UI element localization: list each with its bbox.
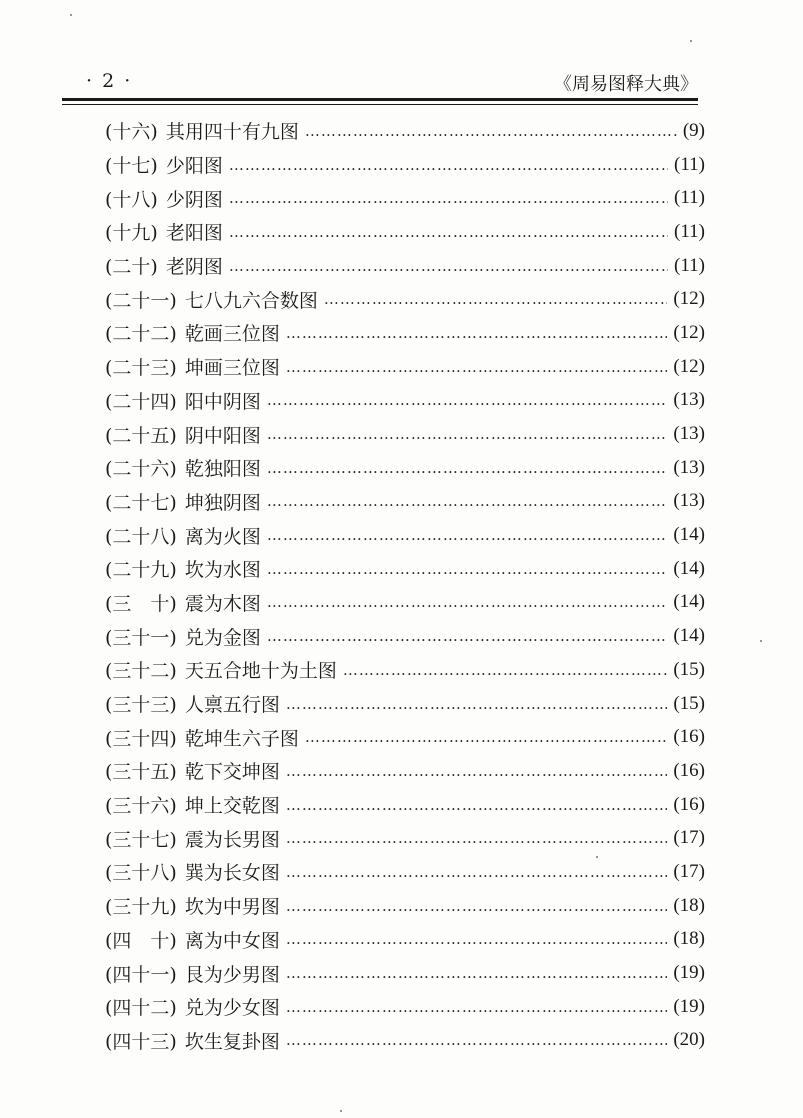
toc-entry-page: (19) (673, 995, 705, 1017)
toc-entry-page: (9) (682, 119, 705, 141)
toc-entry-number: (三十一) (105, 626, 177, 649)
toc-entry[interactable] (105, 249, 705, 283)
toc-entry-page: (12) (673, 355, 705, 377)
toc-entry-title: 坎生复卦图 (184, 1030, 280, 1053)
toc-entry[interactable] (105, 552, 705, 586)
toc-entry-page: (16) (673, 726, 705, 748)
toc-entry-title: 少阴图 (165, 188, 223, 211)
toc-entry[interactable] (105, 316, 705, 350)
dot-leader (267, 459, 668, 477)
toc-entry-page: (18) (673, 928, 705, 950)
toc-entry-page: (19) (673, 962, 705, 984)
toc-entry[interactable] (105, 384, 705, 418)
toc-entry-number: (三十九) (105, 896, 177, 919)
toc-entry-title: 老阴图 (165, 256, 223, 279)
toc-entry-number: (三十八) (105, 862, 177, 885)
dot-leader (267, 492, 668, 510)
toc-entry-page: (13) (673, 423, 705, 445)
dot-leader (267, 425, 668, 443)
dot-leader (324, 290, 668, 308)
toc-entry[interactable] (105, 451, 705, 485)
toc-entry-title: 离为中女图 (184, 929, 280, 952)
toc-entry-page: (11) (674, 254, 705, 276)
toc-entry[interactable] (105, 788, 705, 822)
toc-entry-title: 坤上交乾图 (184, 795, 280, 818)
toc-entry-page: (12) (673, 321, 705, 343)
toc-entry-page: (11) (674, 153, 705, 175)
toc-entry-number: (四十二) (105, 997, 177, 1020)
toc-entry-page: (14) (673, 591, 705, 613)
toc-entry-title: 其用四十有九图 (165, 121, 299, 144)
toc-entry-number: (三十七) (105, 828, 177, 851)
toc-entry-number: (二十八) (105, 525, 177, 548)
toc-entry-title: 人禀五行图 (184, 694, 280, 717)
toc-entry[interactable] (105, 754, 705, 788)
toc-entry-number: (三十三) (105, 694, 177, 717)
toc-entry-page: (13) (673, 389, 705, 411)
dot-leader (286, 796, 668, 814)
toc-entry-title: 震为长男图 (184, 828, 280, 851)
toc-entry-title: 坎为水图 (184, 559, 261, 582)
dot-leader (286, 930, 668, 948)
toc-entry-number: (二十九) (105, 559, 177, 582)
toc-entry-number: (二十四) (105, 390, 177, 413)
toc-entry-title: 乾画三位图 (184, 323, 280, 346)
toc-entry-number: (二十) (105, 256, 158, 279)
toc-entry-page: (20) (673, 1029, 705, 1051)
toc-entry-number: (四十一) (105, 963, 177, 986)
toc-entry-number: (二十七) (105, 491, 177, 514)
toc-entry-title: 老阳图 (165, 222, 223, 245)
dot-leader (286, 998, 668, 1016)
toc-entry[interactable] (105, 990, 705, 1024)
toc-entry-title: 兑为金图 (184, 626, 261, 649)
toc-entry-number: (十九) (105, 222, 158, 245)
dot-leader (229, 156, 668, 174)
toc-entry[interactable] (105, 889, 705, 923)
toc-entry-number: (十八) (105, 188, 158, 211)
page-header (62, 66, 698, 96)
toc-entry[interactable] (105, 619, 705, 653)
toc-entry-title: 巽为长女图 (184, 862, 280, 885)
toc-entry-number: (四十三) (105, 1030, 177, 1053)
toc-entry-number: (三十四) (105, 727, 177, 750)
toc-entry[interactable] (105, 350, 705, 384)
dot-leader (229, 189, 668, 207)
toc-entry-page: (14) (673, 524, 705, 546)
dot-leader (286, 964, 668, 982)
toc-entry-page: (13) (673, 456, 705, 478)
dot-leader (286, 324, 668, 342)
toc-entry[interactable] (105, 821, 705, 855)
toc-entry-page: (11) (674, 220, 705, 242)
toc-entry-title: 七八九六合数图 (184, 289, 318, 312)
toc-entry[interactable] (105, 518, 705, 552)
toc-entry-page: (18) (673, 894, 705, 916)
toc-entry-title: 少阳图 (165, 155, 223, 178)
toc-entry-number: (二十六) (105, 458, 177, 481)
toc-entry-number: (二十三) (105, 357, 177, 380)
dot-leader (286, 358, 668, 376)
paper-speck (70, 14, 72, 16)
toc-entry-title: 坤画三位图 (184, 357, 280, 380)
dot-leader (343, 661, 668, 679)
toc-entry[interactable] (105, 148, 705, 182)
dot-leader (286, 829, 668, 847)
toc-entry-number: (三十二) (105, 660, 177, 683)
page-number: · 2 · (86, 70, 133, 92)
paper-speck (760, 640, 762, 642)
toc-entry-number: (十七) (105, 155, 158, 178)
toc-entry-number: (四 十) (105, 929, 177, 952)
toc-entry[interactable] (105, 923, 705, 957)
toc-entry-number: (二十五) (105, 424, 177, 447)
toc-entry[interactable] (105, 653, 705, 687)
toc-entry-title: 阳中阴图 (184, 390, 261, 413)
toc-entry[interactable] (105, 720, 705, 754)
dot-leader (286, 897, 668, 915)
toc-entry[interactable] (105, 485, 705, 519)
toc-entry-page: (15) (673, 692, 705, 714)
toc-entry-title: 坤独阴图 (184, 491, 261, 514)
toc-entry-title: 阴中阳图 (184, 424, 261, 447)
header-rule-thick (62, 98, 698, 101)
toc-entry[interactable] (105, 215, 705, 249)
dot-leader (267, 526, 668, 544)
toc-entry-page: (11) (674, 187, 705, 209)
toc-entry-title: 离为火图 (184, 525, 261, 548)
dot-leader (267, 593, 668, 611)
dot-leader (286, 762, 668, 780)
toc-entry-title: 乾独阳图 (184, 458, 261, 481)
toc-entry-number: (二十一) (105, 289, 177, 312)
table-of-contents (105, 114, 705, 1057)
toc-entry[interactable] (105, 181, 705, 215)
dot-leader (305, 728, 668, 746)
toc-entry[interactable] (105, 855, 705, 889)
toc-entry-number: (十六) (105, 121, 158, 144)
toc-entry-title: 乾下交坤图 (184, 761, 280, 784)
toc-entry[interactable] (105, 956, 705, 990)
dot-leader (267, 560, 668, 578)
book-title: 《周易图释大典》 (554, 74, 698, 95)
toc-entry-page: (12) (673, 288, 705, 310)
toc-entry-title: 震为木图 (184, 592, 261, 615)
toc-entry-number: (三十六) (105, 795, 177, 818)
dot-leader (286, 1031, 668, 1049)
toc-entry-page: (17) (673, 860, 705, 882)
toc-entry[interactable] (105, 687, 705, 721)
dot-leader (267, 627, 668, 645)
toc-entry-page: (14) (673, 557, 705, 579)
toc-entry[interactable] (105, 417, 705, 451)
toc-entry-page: (16) (673, 793, 705, 815)
toc-entry-number: (二十二) (105, 323, 177, 346)
toc-entry-title: 乾坤生六子图 (184, 727, 299, 750)
header-rule-thin (62, 104, 698, 105)
toc-entry-page: (15) (673, 658, 705, 680)
toc-entry-title: 坎为中男图 (184, 896, 280, 919)
toc-entry[interactable] (105, 586, 705, 620)
dot-leader (305, 122, 677, 140)
toc-entry-page: (17) (673, 827, 705, 849)
dot-leader (286, 695, 668, 713)
toc-entry-title: 兑为少女图 (184, 997, 280, 1020)
paper-speck (340, 1110, 342, 1112)
paper-speck (690, 40, 692, 42)
toc-entry[interactable] (105, 282, 705, 316)
toc-entry-page: (16) (673, 759, 705, 781)
toc-entry-page: (14) (673, 625, 705, 647)
toc-entry[interactable] (105, 1024, 705, 1058)
toc-entry-title: 艮为少男图 (184, 963, 280, 986)
toc-entry-number: (三 十) (105, 592, 177, 615)
dot-leader (286, 863, 668, 881)
dot-leader (267, 391, 668, 409)
toc-entry-number: (三十五) (105, 761, 177, 784)
toc-entry-title: 天五合地十为土图 (184, 660, 337, 683)
toc-entry-page: (13) (673, 490, 705, 512)
toc-entry[interactable] (105, 114, 705, 148)
dot-leader (229, 257, 668, 275)
dot-leader (229, 223, 668, 241)
